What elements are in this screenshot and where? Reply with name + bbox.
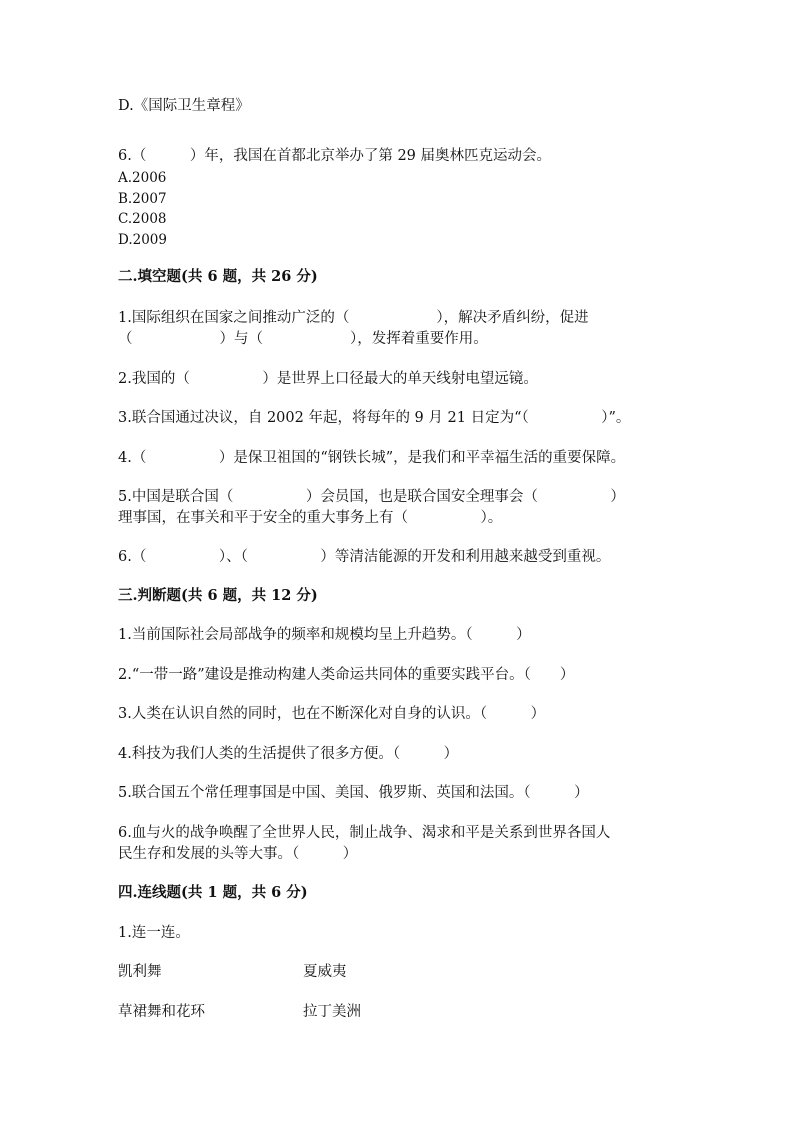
fill-item-1-line-1: 1.国际组织在国家之间推动广泛的（ ），解决矛盾纠纷，促进 <box>118 310 589 326</box>
option-d: D.2009 <box>118 232 167 248</box>
section-heading: 三.判断题(共 6 题，共 12 分) <box>118 587 318 604</box>
option-a: A.2006 <box>118 170 167 186</box>
judge-item-4: 4.科技为我们人类的生活提供了很多方便。（ ） <box>118 746 459 762</box>
judge-item-6-line-2: 民生存和发展的头等大事。（ ） <box>118 846 358 862</box>
match-right-2: 拉丁美洲 <box>303 1004 361 1020</box>
section-heading: 四.连线题(共 1 题，共 6 分) <box>118 884 308 901</box>
judge-item-3: 3.人类在认识自然的同时，也在不断深化对自身的认识。（ ） <box>118 706 546 722</box>
judge-item-1: 1.当前国际社会局部战争的频率和规模均呈上升趋势。（ ） <box>118 627 531 643</box>
fill-item-5-line-1: 5.中国是联合国（ ）会员国，也是联合国安全理事会（ ） <box>118 489 625 505</box>
fill-item-4: 4.（ ）是保卫祖国的“钢铁长城”，是我们和平幸福生活的重要保障。 <box>118 450 626 466</box>
option-b: B.2007 <box>118 191 167 207</box>
judge-item-6-line-1: 6.血与火的战争唤醒了全世界人民，制止战争、渴求和平是关系到世界各国人 <box>118 825 611 841</box>
match-left-2: 草裙舞和花环 <box>118 1004 205 1020</box>
matching-prompt: 1.连一连。 <box>118 925 190 941</box>
option-c: C.2008 <box>118 211 167 227</box>
fill-item-3: 3.联合国通过决议，自 2002 年起，将每年的 9 月 21 日定为“（ ）”。 <box>118 410 631 426</box>
fill-item-1-line-2: （ ）与（ ），发挥着重要作用。 <box>118 331 488 347</box>
fill-item-2: 2.我国的（ ）是世界上口径最大的单天线射电望远镜。 <box>118 371 538 387</box>
fill-item-5-line-2: 理事国，在事关和平于安全的重大事务上有（ ）。 <box>118 510 503 526</box>
previous-question-option-d: D.《国际卫生章程》 <box>118 98 250 114</box>
section-heading: 二.填空题(共 6 题，共 26 分) <box>118 268 318 285</box>
judge-item-5: 5.联合国五个常任理事国是中国、美国、俄罗斯、英国和法国。（ ） <box>118 785 589 801</box>
judge-item-2: 2.“一带一路”建设是推动构建人类命运共同体的重要实践平台。（ ） <box>118 667 575 683</box>
question-stem: 6.（ ）年，我国在首都北京举办了第 29 届奥林匹克运动会。 <box>118 148 552 164</box>
match-right-1: 夏威夷 <box>303 964 347 980</box>
fill-item-6: 6.（ ）、（ ）等清洁能源的开发和利用越来越受到重视。 <box>118 549 611 565</box>
match-left-1: 凯利舞 <box>118 964 162 980</box>
